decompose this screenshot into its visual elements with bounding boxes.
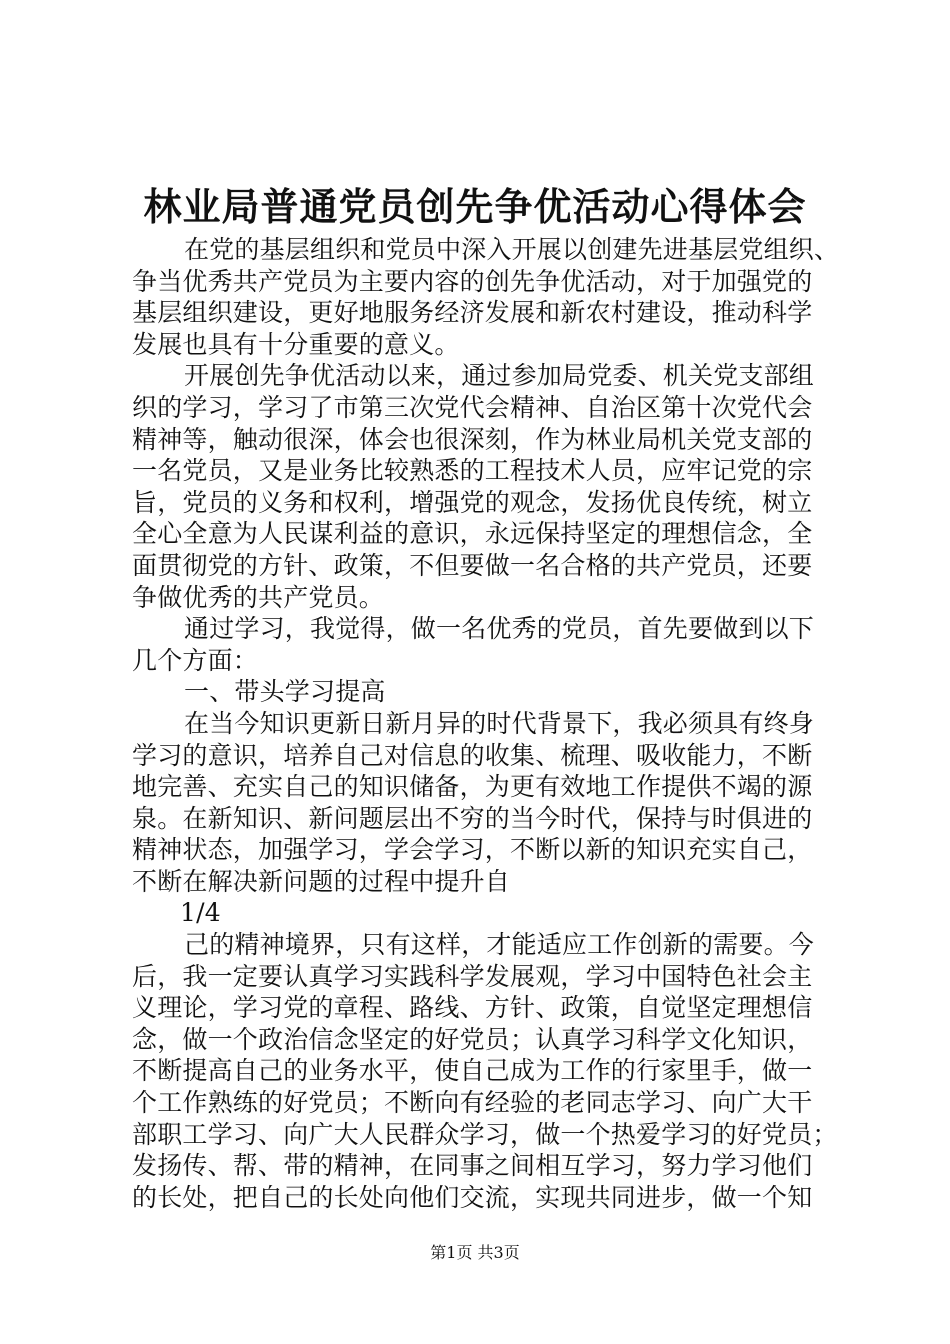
text-line: 后，我一定要认真学习实践科学发展观，学习中国特色社会主 <box>132 961 813 991</box>
text-line: 精神状态，加强学习，学会学习，不断以新的知识充实自己， <box>132 835 813 865</box>
text-line: 个工作熟练的好党员；不断向有经验的老同志学习、向广大干 <box>132 1088 813 1118</box>
text-line: 己的精神境界，只有这样，才能适应工作创新的需要。今 <box>184 930 815 960</box>
text-line: 通过学习，我觉得，做一名优秀的党员，首先要做到以下 <box>184 614 815 644</box>
text-line: 开展创先争优活动以来，通过参加局党委、机关党支部组 <box>184 361 815 391</box>
text-line: 争当优秀共产党员为主要内容的创先争优活动，对于加强党的 <box>132 266 813 296</box>
text-line: 全心全意为人民谋利益的意识，永远保持坚定的理想信念，全 <box>132 519 813 549</box>
text-line: 义理论，学习党的章程、路线、方针、政策，自觉坚定理想信 <box>132 993 813 1023</box>
page-marker: 1/4 <box>180 898 221 928</box>
text-line: 精神等，触动很深，体会也很深刻，作为林业局机关党支部的 <box>132 424 813 454</box>
text-line: 几个方面： <box>132 645 259 675</box>
text-line: 泉。在新知识、新问题层出不穷的当今时代，保持与时俱进的 <box>132 803 813 833</box>
text-line: 地完善、充实自己的知识储备，为更有效地工作提供不竭的源 <box>132 772 813 802</box>
page-footer: 第1页 共3页 <box>430 1243 520 1262</box>
text-line: 在当今知识更新日新月异的时代背景下，我必须具有终身 <box>184 708 815 738</box>
text-line: 发扬传、帮、带的精神，在同事之间相互学习，努力学习他们 <box>132 1151 813 1181</box>
text-line: 基层组织建设，更好地服务经济发展和新农村建设，推动科学 <box>132 298 813 328</box>
text-line: 旨，党员的义务和权利，增强党的观念，发扬优良传统，树立 <box>132 487 813 517</box>
text-line: 不断提高自己的业务水平，使自己成为工作的行家里手，做一 <box>132 1056 813 1086</box>
text-line: 的长处，把自己的长处向他们交流，实现共同进步，做一个知 <box>132 1182 813 1212</box>
document-title: 林业局普通党员创先争优活动心得体会 <box>143 184 807 229</box>
text-line: 在党的基层组织和党员中深入开展以创建先进基层党组织、 <box>184 235 840 264</box>
text-line: 念，做一个政治信念坚定的好党员；认真学习科学文化知识， <box>132 1024 813 1054</box>
text-line: 织的学习，学习了市第三次党代会精神、自治区第十次党代会 <box>132 392 813 422</box>
text-line: 发展也具有十分重要的意义。 <box>132 329 460 359</box>
document-body <box>132 234 842 1213</box>
text-line: 一名党员，又是业务比较熟悉的工程技术人员，应牢记党的宗 <box>132 456 813 486</box>
text-line: 不断在解决新问题的过程中提升自 <box>132 866 511 896</box>
text-line: 争做优秀的共产党员。 <box>132 582 385 612</box>
text-line: 面贯彻党的方针、政策，不但要做一名合格的共产党员，还要 <box>132 550 813 580</box>
text-line: 部职工学习、向广大人民群众学习，做一个热爱学习的好党员； <box>132 1119 838 1149</box>
text-line: 学习的意识，培养自己对信息的收集、梳理、吸收能力，不断 <box>132 740 813 770</box>
text-line: 一、带头学习提高 <box>184 677 386 707</box>
